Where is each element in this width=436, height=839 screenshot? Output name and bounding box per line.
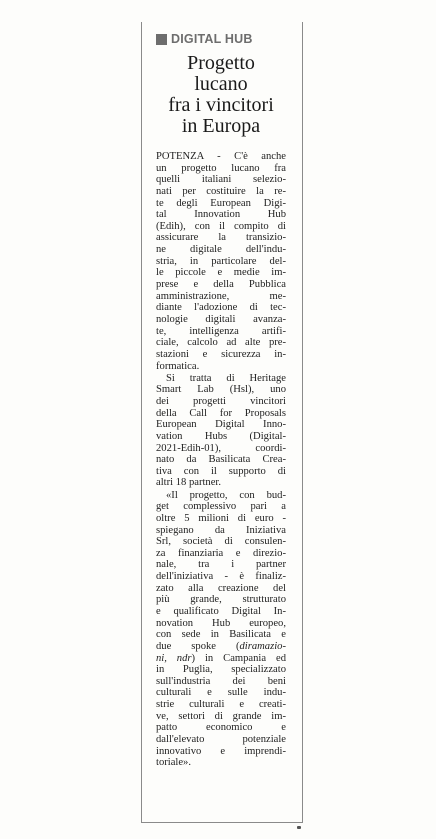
article-line: in Puglia, specializzato (156, 664, 286, 676)
article-line: della Call for Proposals (156, 407, 286, 419)
article-line: Si tratta di Heritage (166, 372, 286, 384)
article-line: vation Hubs (Digital- (156, 430, 286, 442)
article-line: culturali e sulle indu- (156, 687, 286, 699)
article-line: oltre 5 milioni di euro - (156, 512, 286, 524)
article-line: e qualificato Digital In- (156, 605, 286, 617)
article-line: un progetto lucano fra (156, 162, 286, 174)
article-line: spiegano da Iniziativa (156, 524, 286, 536)
article-line: strie culturali e creati- (156, 699, 286, 711)
article-line: te degli European Digi- (156, 197, 286, 209)
article-line: più grande, strutturato (156, 594, 286, 606)
article-line: za finanziaria e direzio- (156, 547, 286, 559)
article-line: formatica. (156, 360, 200, 372)
article-line: nale, tra i partner (156, 559, 286, 571)
article-line: 2021-Edih-01), coordi- (156, 442, 286, 454)
article-line: quelli italiani selezio- (156, 174, 286, 186)
article-line: prese e della Pubblica (156, 279, 286, 291)
headline (141, 53, 301, 137)
article-line: innovativo e imprendi- (156, 745, 286, 757)
article-line: zato alla creazione del (156, 582, 286, 594)
article-line: Smart Lab (Hsl), uno (156, 384, 286, 396)
article-line: amministrazione, me- (156, 290, 286, 302)
article-body (156, 151, 286, 769)
article-paragraph (156, 151, 286, 372)
article-line: nati per costituire la re- (156, 185, 286, 197)
article-line: toriale». (156, 757, 192, 769)
article-line: ni, ndr) in Campania ed (156, 652, 286, 664)
article-line: Srl, società di consulen- (156, 536, 286, 548)
article-line: le piccole e medie im- (156, 267, 286, 279)
article-line: altri 18 partner. (156, 477, 222, 489)
article-line: dei progetti vincitori (156, 395, 286, 407)
headline-line: Progetto (187, 52, 255, 74)
article-line: te, intelligenza artifi- (156, 325, 286, 337)
article-line: con sede in Basilicata e (156, 629, 286, 641)
article-paragraph (156, 373, 286, 489)
article-line: «Il progetto, con bud- (166, 489, 286, 501)
section-square-icon (156, 34, 167, 45)
article-paragraph (156, 490, 286, 769)
article-line: European Digital Inno- (156, 419, 286, 431)
article-line: ne digitale dell'indu- (156, 244, 286, 256)
headline-line: in Europa (181, 115, 261, 137)
article-line: stazioni e sicurezza in- (156, 348, 286, 360)
article-line: ciale, calcolo ad alte pre- (156, 337, 286, 349)
article-line: dell'iniziativa - è finaliz- (156, 571, 286, 583)
article-line: nologie digitali avanza- (156, 313, 286, 325)
article-line: nato da Basilicata Crea- (156, 454, 286, 466)
section-header (156, 30, 253, 48)
article-line: due spoke (diramazio- (156, 640, 286, 652)
headline-line: fra i vincitori (168, 94, 274, 116)
article-line: assicurare la transizio- (156, 232, 286, 244)
page-mark (297, 826, 301, 829)
article-line: patto economico e (156, 722, 286, 734)
article-line: POTENZA - C'è anche (156, 151, 286, 162)
headline-line: lucano (194, 73, 248, 95)
article-line: stria, in particolare del- (156, 255, 286, 267)
article-line: novation Hub europeo, (156, 617, 286, 629)
article-line: tal Innovation Hub (156, 209, 286, 221)
article-line: (Edih), con il compito di (156, 220, 286, 232)
article-line: tiva con il supporto di (156, 465, 286, 477)
article-line: ve, settori di grande im- (156, 710, 286, 722)
article-line: dall'elevato potenziale (156, 734, 286, 746)
article-line: diante l'adozione di tec- (156, 302, 286, 314)
section-label: DIGITAL HUB (171, 32, 253, 46)
article-line: get complessivo pari a (156, 501, 286, 513)
article-line: sull'industria dei beni (156, 675, 286, 687)
